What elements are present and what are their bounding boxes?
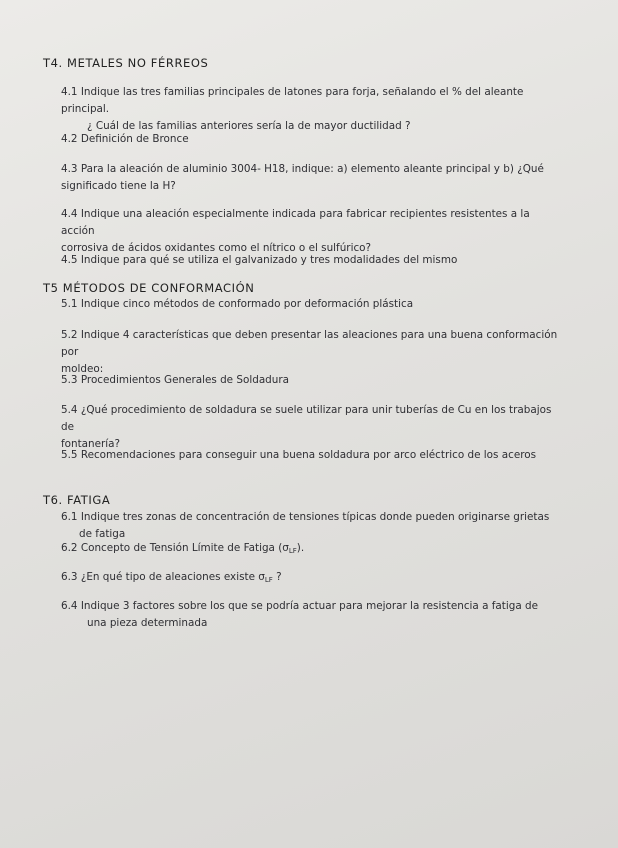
question-text-cont: ¿ Cuál de las familias anteriores sería la de mayor ductilidad ? [87, 120, 411, 132]
question-text-tail: ). [296, 542, 305, 554]
question-text-cont: significado tiene la H? [61, 180, 176, 192]
question-text: 5.2 Indique 4 características que deben presentar las aleaciones para una buena conformación por [61, 329, 558, 358]
question-text-cont: de fatiga [79, 528, 126, 540]
question-text-cont: una pieza determinada [87, 617, 208, 629]
question-text: 6.4 Indique 3 factores sobre los que se podría actuar para mejorar la resistencia a fatiga de [61, 600, 538, 612]
question-text: 6.3 ¿En qué tipo de aleaciones existe σ [61, 571, 265, 583]
question-5-3 [61, 372, 561, 389]
question-text: 4.1 Indique las tres familias principales de latones para forja, señalando el % del aleante principal. [61, 86, 524, 115]
question-text: 6.2 Concepto de Tensión Límite de Fatiga (σ [61, 542, 289, 554]
question-text: 6.1 Indique tres zonas de concentración de tensiones típicas donde pueden originarse grietas [61, 511, 550, 523]
question-5-1 [61, 296, 561, 313]
question-6-3 [61, 569, 561, 589]
question-6-2 [61, 540, 561, 560]
sigma-subscript: LF [264, 576, 273, 584]
section-title-t6: T6. FATIGA [43, 493, 111, 507]
question-4-2 [61, 131, 561, 148]
question-4-3 [61, 161, 561, 195]
question-text-cont: fontanería? [61, 438, 121, 450]
question-text: 5.3 Procedimientos Generales de Soldadura [61, 374, 290, 386]
question-text-tail: ? [272, 571, 282, 583]
question-text: 5.5 Recomendaciones para conseguir una buena soldadura por arco eléctrico de los aceros [61, 449, 537, 461]
question-text-cont: corrosiva de ácidos oxidantes como el nítrico o el sulfúrico? [61, 242, 372, 254]
sigma-subscript: LF [288, 547, 297, 555]
question-text: 4.2 Definición de Bronce [61, 133, 189, 145]
question-6-1 [61, 509, 561, 543]
question-5-2 [61, 327, 561, 378]
question-text: 4.3 Para la aleación de aluminio 3004- H18, indique: a) elemento aleante principal y b) ¿Qué [61, 163, 544, 175]
question-4-5 [61, 252, 561, 269]
question-text: 4.4 Indique una aleación especialmente indicada para fabricar recipientes resistentes a la acción [61, 208, 530, 237]
question-5-4 [61, 402, 561, 453]
question-text-cont: moldeo: [61, 363, 104, 375]
question-6-4 [61, 598, 561, 632]
question-4-4 [61, 206, 561, 257]
question-4-1 [61, 84, 561, 135]
question-5-5 [61, 447, 561, 464]
question-text: 5.1 Indique cinco métodos de conformado por deformación plástica [61, 298, 414, 310]
section-title-t4: T4. METALES NO FÉRREOS [43, 56, 209, 70]
section-title-t5: T5 MÉTODOS DE CONFORMACIÓN [43, 281, 255, 295]
question-text: 5.4 ¿Qué procedimiento de soldadura se suele utilizar para unir tuberías de Cu en los trabajos de [61, 404, 552, 433]
question-text: 4.5 Indique para qué se utiliza el galvanizado y tres modalidades del mismo [61, 254, 458, 266]
